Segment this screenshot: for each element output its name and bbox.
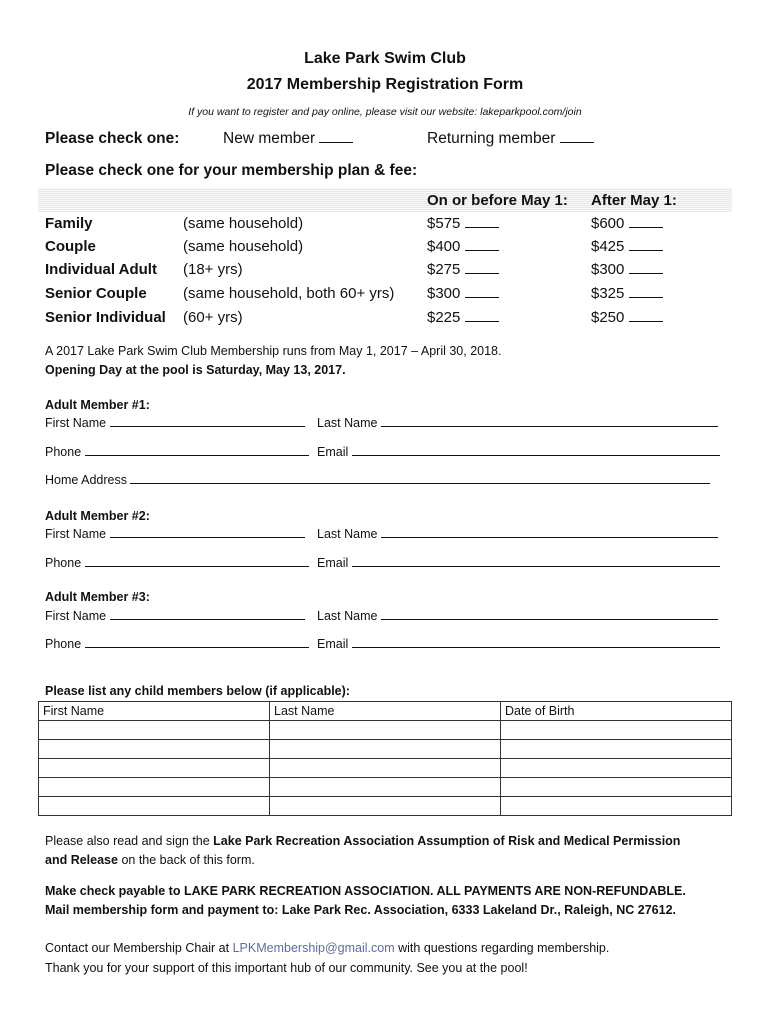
fee-blank[interactable] bbox=[629, 321, 663, 322]
last-name-field[interactable] bbox=[381, 537, 718, 538]
last-name-row bbox=[317, 416, 718, 430]
email-row bbox=[317, 556, 720, 570]
phone-field[interactable] bbox=[85, 566, 309, 567]
table-row bbox=[39, 797, 732, 816]
plan-late-fee[interactable] bbox=[591, 261, 663, 278]
fee-amount: $400 bbox=[427, 238, 461, 255]
opening-day: Opening Day at the pool is Saturday, May 13, 2017. bbox=[45, 363, 346, 377]
plan-late-fee[interactable] bbox=[591, 285, 663, 302]
fee-blank[interactable] bbox=[629, 227, 663, 228]
fee-amount: $225 bbox=[427, 309, 461, 326]
fee-blank[interactable] bbox=[465, 297, 499, 298]
waiver-line-2 bbox=[45, 853, 255, 867]
adult-member-1-heading: Adult Member #1: bbox=[45, 398, 150, 412]
table-row bbox=[39, 778, 732, 797]
table-cell[interactable] bbox=[501, 778, 732, 797]
last-name-row bbox=[317, 609, 718, 623]
fee-amount: $575 bbox=[427, 215, 461, 232]
plan-note: (same household) bbox=[183, 215, 304, 232]
fee-amount: $275 bbox=[427, 261, 461, 278]
home-address-row bbox=[45, 473, 710, 487]
table-cell[interactable] bbox=[270, 797, 501, 816]
contact-line bbox=[45, 941, 609, 955]
fee-amount: $325 bbox=[591, 285, 625, 302]
field-label: First Name bbox=[45, 416, 107, 430]
check-one-label: Please check one: bbox=[45, 130, 180, 147]
returning-member-label: Returning member bbox=[427, 130, 556, 147]
fee-blank[interactable] bbox=[465, 250, 499, 251]
table-cell[interactable] bbox=[39, 797, 270, 816]
waiver-title: Lake Park Recreation Association Assumption of Risk and Medical Permission bbox=[213, 834, 681, 848]
contact-text: Contact our Membership Chair at bbox=[45, 941, 233, 955]
fee-amount: $600 bbox=[591, 215, 625, 232]
waiver-text: on the back of this form. bbox=[117, 853, 255, 867]
form-title: Lake Park Swim Club bbox=[304, 50, 466, 67]
season-runs: A 2017 Lake Park Swim Club Membership runs from May 1, 2017 – April 30, 2018. bbox=[45, 344, 502, 358]
table-cell[interactable] bbox=[501, 759, 732, 778]
field-label: Last Name bbox=[317, 609, 378, 623]
table-cell[interactable] bbox=[39, 740, 270, 759]
plan-early-fee[interactable] bbox=[427, 285, 499, 302]
form-subtitle: 2017 Membership Registration Form bbox=[246, 76, 524, 93]
field-label: Email bbox=[317, 445, 349, 459]
plan-name: Senior Individual bbox=[45, 309, 166, 326]
plan-late-fee[interactable] bbox=[591, 309, 663, 326]
waiver-title-cont: and Release bbox=[45, 853, 118, 867]
first-name-row bbox=[45, 416, 305, 430]
first-name-field[interactable] bbox=[110, 426, 305, 427]
table-cell[interactable] bbox=[270, 740, 501, 759]
mail-note: Mail membership form and payment to: Lake Park Rec. Association, 6333 Lakeland Dr., Raleigh, NC 27612. bbox=[45, 903, 677, 917]
email-row bbox=[317, 445, 720, 459]
adult-member-2-heading: Adult Member #2: bbox=[45, 509, 150, 523]
col-early-header: On or before May 1: bbox=[427, 192, 568, 209]
field-label: Last Name bbox=[317, 527, 378, 541]
returning-member-blank[interactable] bbox=[560, 142, 594, 143]
column-header: Date of Birth bbox=[501, 702, 732, 721]
col-late-header: After May 1: bbox=[591, 192, 677, 209]
field-label: Phone bbox=[45, 637, 82, 651]
column-header: Last Name bbox=[270, 702, 501, 721]
fee-amount: $300 bbox=[591, 261, 625, 278]
table-row bbox=[39, 740, 732, 759]
plan-early-fee[interactable] bbox=[427, 309, 499, 326]
table-header-row bbox=[39, 702, 732, 721]
phone-field[interactable] bbox=[85, 647, 309, 648]
plan-name: Senior Couple bbox=[45, 285, 147, 302]
field-label: Email bbox=[317, 556, 349, 570]
field-label: Email bbox=[317, 637, 349, 651]
field-label: Phone bbox=[45, 556, 82, 570]
children-table bbox=[38, 701, 732, 816]
table-cell[interactable] bbox=[270, 721, 501, 740]
plan-late-fee[interactable] bbox=[591, 215, 663, 232]
first-name-row bbox=[45, 527, 305, 541]
field-label: Last Name bbox=[317, 416, 378, 430]
table-cell[interactable] bbox=[39, 778, 270, 797]
last-name-row bbox=[317, 527, 718, 541]
email-field[interactable] bbox=[352, 647, 720, 648]
column-header: First Name bbox=[39, 702, 270, 721]
last-name-field[interactable] bbox=[381, 619, 718, 620]
home-address-field[interactable] bbox=[130, 483, 710, 484]
plan-early-fee[interactable] bbox=[427, 261, 499, 278]
table-cell[interactable] bbox=[270, 759, 501, 778]
fee-blank[interactable] bbox=[465, 227, 499, 228]
fee-blank[interactable] bbox=[465, 321, 499, 322]
table-cell[interactable] bbox=[501, 797, 732, 816]
last-name-field[interactable] bbox=[381, 426, 718, 427]
email-field[interactable] bbox=[352, 566, 720, 567]
adult-member-3-heading: Adult Member #3: bbox=[45, 590, 150, 604]
fee-blank[interactable] bbox=[629, 273, 663, 274]
waiver-text: Please also read and sign the bbox=[45, 834, 214, 848]
table-row bbox=[39, 759, 732, 778]
fee-amount: $250 bbox=[591, 309, 625, 326]
payable-note: Make check payable to LAKE PARK RECREATION ASSOCIATION. ALL PAYMENTS ARE NON-REFUNDABLE. bbox=[45, 884, 686, 898]
new-member-label: New member bbox=[223, 130, 316, 147]
children-heading: Please list any child members below (if applicable): bbox=[45, 684, 350, 698]
field-label: First Name bbox=[45, 527, 107, 541]
first-name-field[interactable] bbox=[110, 619, 305, 620]
plan-early-fee[interactable] bbox=[427, 215, 499, 232]
thanks-line: Thank you for your support of this important hub of our community. See you at the pool! bbox=[45, 961, 528, 975]
table-cell[interactable] bbox=[501, 740, 732, 759]
table-cell[interactable] bbox=[270, 778, 501, 797]
plan-note: (60+ yrs) bbox=[183, 309, 243, 326]
plan-note: (same household, both 60+ yrs) bbox=[183, 285, 395, 302]
phone-field[interactable] bbox=[85, 455, 309, 456]
plan-heading: Please check one for your membership plan & fee: bbox=[45, 162, 418, 179]
contact-email-link[interactable]: LPKMembership@gmail.com bbox=[232, 941, 395, 955]
plan-name: Couple bbox=[45, 238, 96, 255]
phone-row bbox=[45, 445, 309, 459]
field-label: First Name bbox=[45, 609, 107, 623]
email-field[interactable] bbox=[352, 455, 720, 456]
table-row bbox=[39, 721, 732, 740]
plan-name: Family bbox=[45, 215, 93, 232]
email-row bbox=[317, 637, 720, 651]
phone-row bbox=[45, 637, 309, 651]
returning-member-option[interactable] bbox=[427, 130, 594, 148]
fee-blank[interactable] bbox=[465, 273, 499, 274]
table-cell[interactable] bbox=[501, 721, 732, 740]
table-cell[interactable] bbox=[39, 721, 270, 740]
plan-note: (same household) bbox=[183, 238, 304, 255]
fee-blank[interactable] bbox=[629, 297, 663, 298]
fee-amount: $425 bbox=[591, 238, 625, 255]
new-member-option[interactable] bbox=[223, 130, 353, 148]
plan-name: Individual Adult bbox=[45, 261, 157, 278]
plan-early-fee[interactable] bbox=[427, 238, 499, 255]
online-note: If you want to register and pay online, please visit our website: lakeparkpool.com/join bbox=[188, 106, 582, 118]
field-label: Home Address bbox=[45, 473, 127, 487]
plan-note: (18+ yrs) bbox=[183, 261, 243, 278]
first-name-row bbox=[45, 609, 305, 623]
phone-row bbox=[45, 556, 309, 570]
first-name-field[interactable] bbox=[110, 537, 305, 538]
new-member-blank[interactable] bbox=[319, 142, 353, 143]
table-cell[interactable] bbox=[39, 759, 270, 778]
field-label: Phone bbox=[45, 445, 82, 459]
fee-blank[interactable] bbox=[629, 250, 663, 251]
plan-late-fee[interactable] bbox=[591, 238, 663, 255]
contact-text: with questions regarding membership. bbox=[394, 941, 610, 955]
waiver-line-1 bbox=[45, 834, 680, 848]
fee-amount: $300 bbox=[427, 285, 461, 302]
